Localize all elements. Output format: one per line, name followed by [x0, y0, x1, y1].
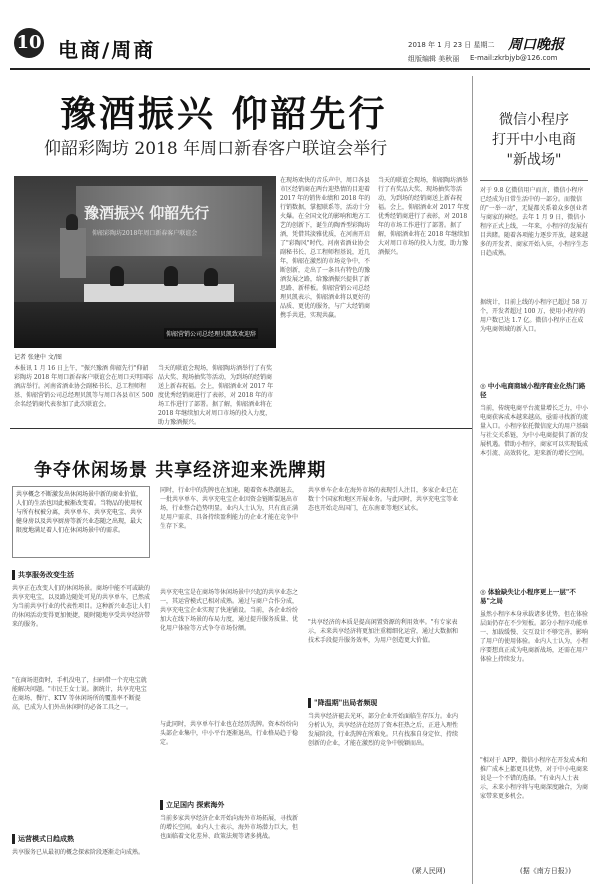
header-editor: 组版编辑 美秋丽	[408, 55, 460, 63]
header-email: E-mail:zkrbjyb@126.com	[470, 54, 558, 62]
article2-c2p4: 当前多家共享经济企业开始向海外市场拓展，寻找新的增长空间。业内人士表示，海外市场潜力巨大，但也面临着文化差异、政策法规等诸多挑战。	[160, 815, 299, 840]
article1-subtitle: 仰韶彩陶坊 2018 年周口新春客户联谊会举行	[44, 139, 388, 159]
section-title: 电商/周商	[58, 38, 156, 62]
article2-lead: 共享概念不断激发出休闲场景中新的商业价值，人们的生活也因此被渐改变着。当物品的使用权与所有权被分离，共享单车、共享充电宝、共享健身房以及共享厨房等新兴业态随之出现，最大限度地满足着人们在休闲场景中的需求。	[16, 491, 143, 534]
article-divider	[10, 428, 472, 429]
article2-subhead-1: 共享服务改变生活	[12, 570, 74, 580]
article1-byline: 记者 张建中 文/图	[14, 354, 62, 361]
article1-col3: 当天的联谊会现场，仰韶陶坊酒举行了有奖品大奖、现场抽奖等活动，为到场的经销商送上新春祝福。会上，仰韶酒业对 2017 年度优秀经销商进行了表彰，对 2018 年的市场工作进行了部署。据了解，仰韶酒业将在 2018 年继续加大对周口市场的投入力度，助力豫酒振兴。	[378, 177, 470, 256]
article2-c2p2: 共享充电宝是在商场等休闲场景中兴起的共享业态之一，其运营模式已相对成熟。通过与商户合作分成，共享充电宝企业实现了快速铺设。当前，各企业纷纷加大在线下场景的布局力度，通过提升服务质量、优化用户体验等方式争夺市场份额。	[160, 589, 299, 632]
sidebar-title-block	[478, 110, 590, 170]
article2-c1p2: "在商场逛街时，手机没电了，扫码借一个充电宝就能解决问题。"市民王女士说。据统计，共享充电宝在商场、餐厅、KTV 等休闲场所的覆盖率不断提高，已成为人们外出休闲时的必备工具之一。	[12, 677, 147, 711]
article2-subhead-3: 立足国内 探索海外	[160, 800, 224, 810]
article1-col2: 在现场欢快的音乐声中，周口各县市区经销商在两台迎热情的目迎着 2017 年的销售业绩和 2018 年的行销数据，掌握联系等，活动十分火爆。在全国文化的影响和地方工艺的创新下，诞生的陶香型彩陶坊酒，凭借其淡雅优质，在河南开启了"彩陶风"时代。河南省酒业协会副秘书长、总工程师程基说，近几年，仰韶在激烈的市场竞争中，不断创新，走出了一条具有特色的豫酒发展之路，给豫酒振兴提供了新思路、新样板。仰韶营销公司总经理贝凯表示，仰韶酒业将以更好的品质、更优的服务，与广大经销商携手共进，实现共赢。	[280, 177, 371, 319]
banner-subtext: 仰韶彩陶坊2018年周口新春客户联谊会	[92, 230, 198, 237]
article2-jump: (紧人民网)	[412, 867, 446, 875]
guest-figure	[164, 266, 178, 286]
article2-c3p3: 当共享经济褪去光环，部分企业开始面临生存压力。业内分析认为，共享经济在经历了资本狂热之后，正进入理性发展阶段，行业洗牌在所难免。只有找准自身定位、持续创新的企业，才能在激烈的竞争中脱颖而出。	[308, 713, 459, 747]
guest-figure	[110, 266, 124, 286]
newspaper-logo: 周口晚报	[508, 37, 564, 53]
article1-lead: 本报讯 1 月 16 日上午，"振兴豫酒 仰韶先行"仰韶彩陶坊 2018 年周口新春客户联谊会在周口天明国际酒店举行。河南省酒业协会副秘书长、总工程师程基、仰韶营销公司总经理贝凯等与周口各县市区 500 余名经销商代表参加了此次联谊会。	[14, 365, 154, 408]
sidebar-title-line1: 微信小程序	[499, 112, 569, 128]
sidebar-title-rule	[480, 180, 588, 181]
sidebar-p5: "相对于 APP，微信小程序在开发成本和推广成本上都更具优势，对于中小电商来说是一个不错的选择。"有业内人士表示，未来小程序将与电商深度融合，为商家带来更多机会。	[480, 757, 589, 800]
event-photo	[14, 176, 276, 348]
sidebar-divider	[472, 76, 473, 884]
article2-c2p1: 同时，行业中的洗牌也在加速。随着资本热潮退去，一批共享单车、共享充电宝企业因资金链断裂退出市场，行业整合趋势明显。业内人士认为，只有真正满足用户需求、具备持续盈利能力的企业才能在竞争中生存下来。	[160, 487, 299, 530]
page-number-badge	[14, 28, 44, 58]
article2-lead-box	[12, 486, 150, 558]
sidebar-p2: 据统计，目前上线的小程序已超过 58 万个，开发者超过 100 万，使用小程序的用户数已达 1.7 亿。微信小程序正在成为电商领域的新入口。	[480, 299, 588, 333]
photo-caption: 仰韶营销公司总经理贝凯致欢迎辞	[164, 328, 258, 339]
header-date: 2018 年 1 月 23 日 星期二	[408, 41, 495, 49]
article2-c1p1: 共享正在改变人们的休闲场景。商场中能不可或缺的共享充电宝，以及路边随处可见的共享单车，已然成为当前共享行业的代表性项目。这种新兴业态让人们的休闲活动变得更加便捷，随时随地享受共享经济带来的服务。	[12, 585, 151, 628]
article2-c2p3: 与此同时，共享单车行业也在经历洗牌。资本纷纷向头部企业集中，中小平台逐渐退出，行业格局趋于稳定。	[160, 721, 299, 746]
guest-figure	[204, 268, 218, 286]
sidebar-title-line3: "新战场"	[506, 152, 562, 168]
podium	[60, 228, 86, 278]
banner-text: 豫酒振兴 仰韶先行	[84, 204, 210, 222]
article2-subhead-2: 运营模式日趋成熟	[12, 834, 74, 844]
sidebar-subhead-1: ◎ 中小电商商城小程序商业化热门路径	[480, 382, 586, 399]
article2-c3p1: 共享单车企业在海外市场的表现引人注目，多家企业已在数十个国家和地区开展业务。与此同时，共享充电宝等业态也开始走出国门，在东南亚等地区试水。	[308, 487, 459, 512]
sidebar-p4: 虽然小程序本身承载诸多优势，但在体验层面仍存在不少短板。部分小程序功能单一、加载缓慢、交互设计不够完善，影响了用户的使用体验。业内人士认为，小程序要想真正成为电商新战场，还需在用户体验上持续发力。	[480, 611, 589, 663]
sidebar-p1: 对于 9.8 亿微信用户而言，微信小程序已经成为日常生活中的一部分。而微信的"一举一动"，无疑都关系着众多创业者与商家的神经。去年 1 月 9 日，微信小程序正式上线，一年来，小程序的发展有目共睹。随着各项能力逐步开放，越来越多的开发者、商家开始入驻，小程序生态日趋成熟。	[480, 187, 589, 257]
sidebar-source: (据《南方日报》)	[520, 867, 571, 875]
page-number: 10	[16, 32, 42, 53]
article2-title: 争夺休闲场景 共享经济迎来洗牌期	[34, 460, 327, 481]
sidebar-subhead-2: ◎ 体验缺失让小程序更上一层"不易"之局	[480, 588, 576, 605]
speaker-figure	[66, 214, 78, 230]
stage-banner	[76, 186, 262, 256]
article1-col1-tail: 当天的联谊会现场，仰韶陶坊酒举行了有奖品大奖、现场抽奖等活动，为到场的经销商送上新春祝福。会上，仰韶酒业对 2017 年度优秀经销商进行了表彰，对 2018 年的市场工作进行了部署。据了解，仰韶酒业将在 2018 年继续加大对周口市场的投入力度，助力豫酒振兴。	[158, 365, 274, 426]
article2-c3p2: "共享经济的本质是提高闲置资源的利用效率。"有专家表示，未来共享经济将更加注重精细化运营，通过大数据和技术手段提升服务效率，为用户创造更大价值。	[308, 619, 459, 644]
head-table	[84, 284, 234, 302]
article2-c1p3: 共享服务已从最初的概念探索阶段逐渐走向成熟。	[12, 849, 145, 856]
sidebar-title-line2: 打开中小电商	[492, 132, 576, 148]
article2-subhead-4: "降温期"出局者频现	[308, 698, 377, 708]
header-rule	[10, 68, 590, 70]
sidebar-p3: 当前，传统电商平台流量增长乏力，中小电商获客成本越来越高，亟需寻找新的流量入口。小程序依托微信庞大的用户基础与社交关系链，为中小电商提供了新的发展机遇。借助小程序，商家可以实现低成本引流、高效转化，迎来新的增长空间。	[480, 405, 589, 457]
article1-title: 豫酒振兴 仰韶先行	[60, 93, 388, 135]
audience-row	[14, 302, 276, 348]
